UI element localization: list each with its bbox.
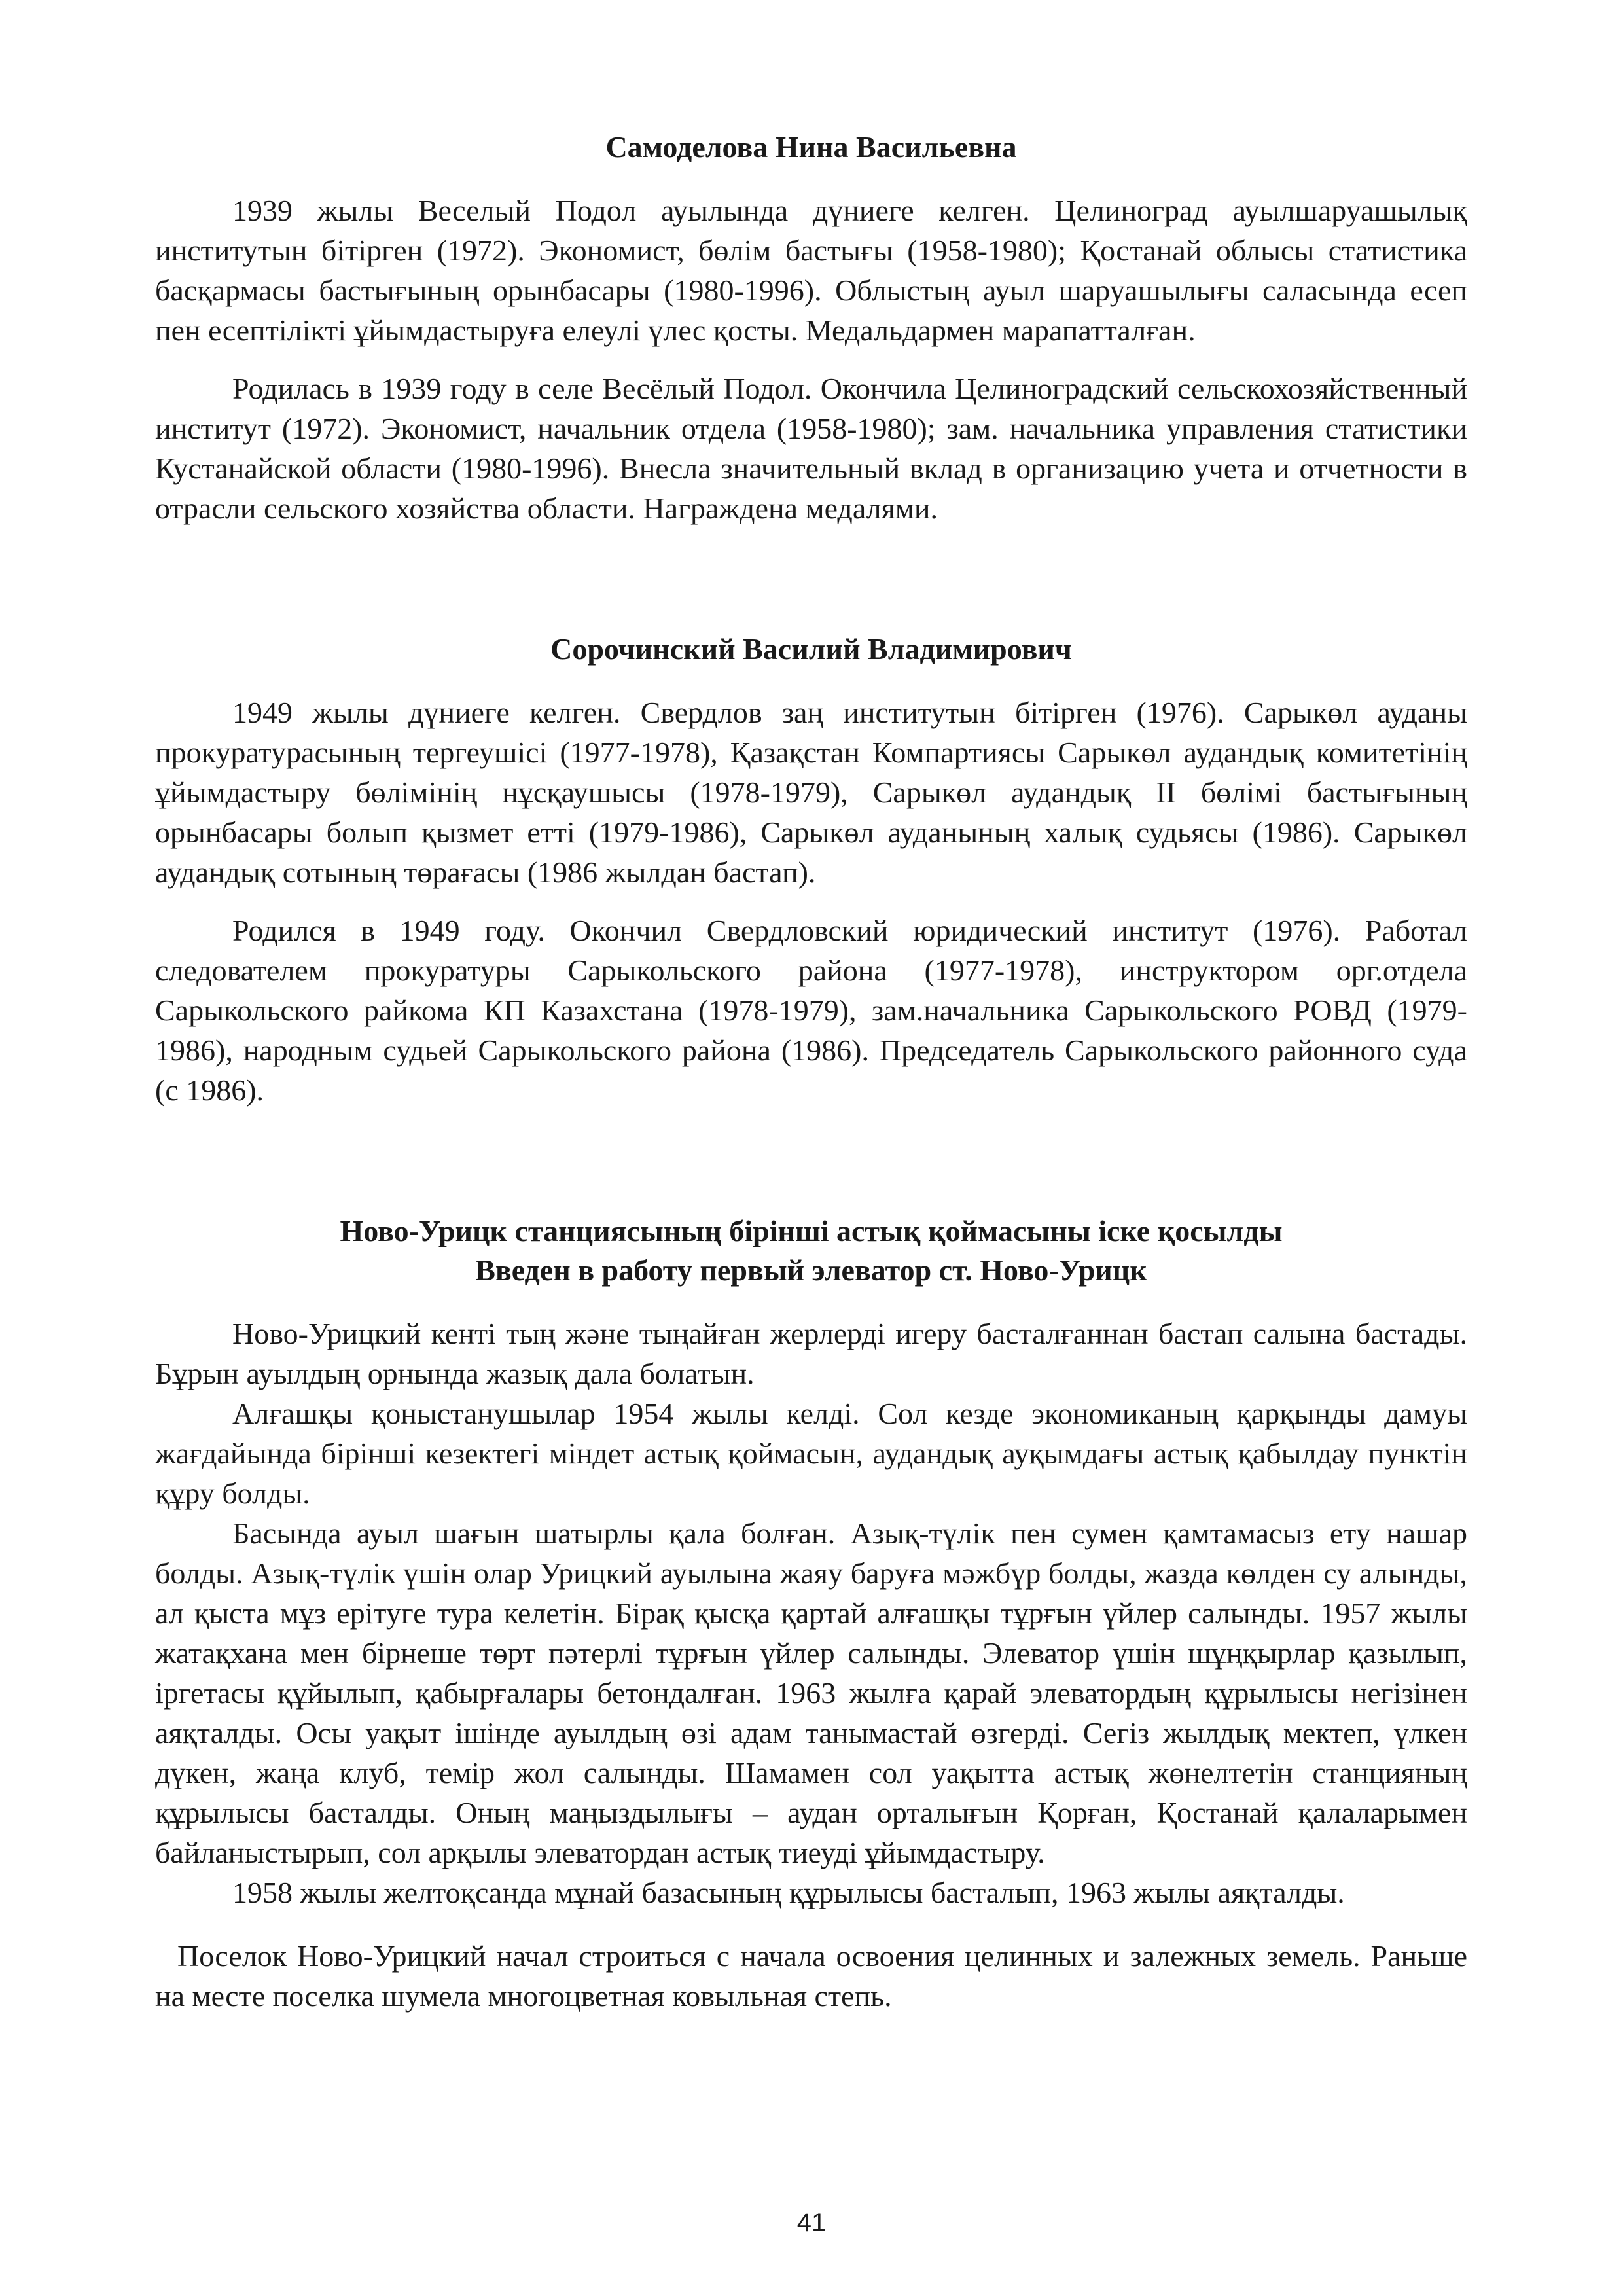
paragraph: 1949 жылы дүниеге келген. Свердлов заң институтын бітірген (1976). Сарыкөл ауданы прокуратурасының тергеушісі (1977-1978), Қазақстан Компартиясы Сарыкөл аудандық комитетінің ұйымдастыру бөлімінің нұсқаушысы (1978-1979), Сарыкөл аудандық ІІ бөлімі бастығының орынбасары болып қызмет етті (1979-1986), Сарыкөл ауданының халық судьясы (1986). Сарыкөл аудандық сотының төрағасы (1986 жылдан бастап). [155,696,1467,889]
paragraph: Алғашқы қоныстанушылар 1954 жылы келді. Сол кезде экономиканың қарқынды дамуы жағдайында бірінші кезектегі міндет астық қоймасын, аудандық ауқымдағы астық қабылдау пунктін құру болды. [155,1397,1467,1510]
paragraph: Басында ауыл шағын шатырлы қала болған. Азық-түлік пен сумен қамтамасыз ету нашар болды. Азық-түлік үшін олар Урицкий ауылына жаяу баруға мәжбүр болды, жазда көлден су алынды, ал қыста мұз ерітуге тура келетін. Бірақ қысқа қартай алғашқы тұрғын үйлер салынды. 1957 жылы жатақхана мен бірнеше төрт пәтерлі тұрғын үйлер салынды. Элеватор үшін шұңқырлар қазылып, іргетасы құйылып, қабырғалары бетондалған. 1963 жылға қарай элеватордың құрылысы негізінен аяқталды. Осы уақыт ішінде ауылдың өзі адам танымастай өзгерді. Сегіз жылдық мектеп, үлкен дүкен, жаңа клуб, темір жол салынды. Шамамен сол уақытта астық жөнелтетін станцияның құрылысы басталды. Оның маңыздылығы – аудан орталығын Қорған, Қостанай қалаларымен байланыстырып, сол арқылы элеватордан астық тиеуді ұйымдастыру. [155,1516,1467,1869]
paragraph: Поселок Ново-Урицкий начал строиться с начала освоения целинных и залежных земель. Раньше на месте поселка шумела многоцветная ковыльная степь. [155,1939,1467,2013]
section-heading: Сорочинский Василий Владимирович [550,632,1072,666]
document-page [155,128,1467,2016]
section-subheading: Введен в работу первый элеватор ст. Ново-Урицк [475,1253,1147,1287]
paragraph: Родилась в 1939 году в селе Весёлый Подол. Окончила Целиноградский сельскохозяйственный институт (1972). Экономист, начальник отдела (1958-1980); зам. начальника управления статистики Кустанайской области (1980-1996). Внесла значительный вклад в организацию учета и отчетности в отрасли сельского хозяйства области. Награждена медалями. [155,372,1467,525]
paragraph: 1958 жылы желтоқсанда мұнай базасының құрылысы басталып, 1963 жылы аяқталды. [232,1876,1345,1909]
paragraph: 1939 жылы Веселый Подол ауылында дүниеге келген. Целиноград ауылшаруашылық институтын бітірген (1972). Экономист, бөлім бастығы (1958-1980); Қостанай облысы статистика басқармасы бастығының орынбасары (1980-1996). Облыстың ауыл шаруашылығы саласында есеп пен есептілікті ұйымдастыруға елеулі үлес қосты. Медальдармен марапатталған. [155,194,1467,347]
page-number: 41 [796,2208,827,2237]
section-heading: Самоделова Нина Васильевна [605,130,1017,164]
paragraph: Ново-Урицкий кенті тың және тыңайған жерлерді игеру басталғаннан бастап салына бастады. Бұрын ауылдың орнында жазық дала болатын. [155,1317,1467,1390]
paragraph: Родился в 1949 году. Окончил Свердловский юридический институт (1976). Работал следователем прокуратуры Сарыкольского района (1977-1978), инструктором орг.отдела Сарыкольского райкома КП Казахстана (1978-1979), зам.начальника Сарыкольского РОВД (1979-1986), народным судьей Сарыкольского района (1986). Председатель Сарыкольского районного суда (с 1986). [155,914,1467,1107]
section-heading: Ново-Урицк станциясының бірінші астық қоймасыны іске қосылды [340,1214,1283,1247]
